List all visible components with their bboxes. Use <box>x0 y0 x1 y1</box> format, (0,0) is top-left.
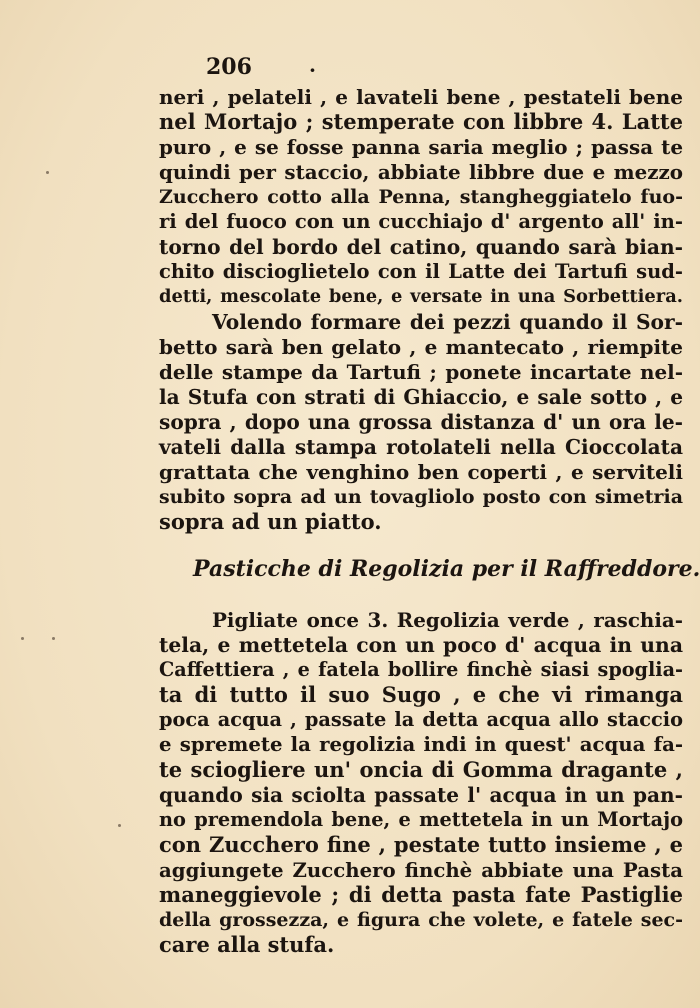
scan-speck <box>46 171 49 174</box>
text-line: betto sarà ben gelato , e mantecato , riempite <box>159 335 683 359</box>
text-line: chito discioglietelo con il Latte dei Tartufi sud- <box>159 260 683 283</box>
text-line: maneggievole ; di detta pasta fate Pastiglie <box>159 882 683 907</box>
text-line: della grossezza, e figura che volete, e fatele sec- <box>159 909 683 931</box>
text-line: Caffettiera , e fatela bollire finchè siasi spoglia- <box>159 658 683 681</box>
text-line: sopra ad un piatto. <box>159 509 382 534</box>
text-line: torno del bordo del catino, quando sarà bian- <box>159 235 683 259</box>
text-line-indented: Pigliate once 3. Regolizia verde , raschia- <box>212 608 683 632</box>
text-line: con Zucchero fine , pestate tutto insieme , e <box>159 832 683 857</box>
text-line: quindi per staccio, abbiate libbre due e mezzo <box>159 160 683 184</box>
page-number: 206 <box>206 54 252 80</box>
text-line: nel Mortajo ; stemperate con libbre 4. Latte <box>159 109 683 134</box>
text-line: no premendola bene, e mettetela in un Mortajo <box>159 808 683 831</box>
text-line: delle stampe da Tartufi ; ponete incartate nel- <box>159 360 683 384</box>
text-line: te sciogliere un' oncia di Gomma dragante , <box>159 757 683 782</box>
text-line: quando sia sciolta passate l' acqua in un pan- <box>159 783 683 807</box>
text-line: puro , e se fosse panna saria meglio ; passa te <box>159 135 683 159</box>
text-line-indented: Volendo formare dei pezzi quando il Sor- <box>212 310 683 334</box>
text-line: ta di tutto il suo Sugo , e che vi rimanga <box>159 682 683 707</box>
text-line: e spremete la regolizia indi in quest' acqua fa- <box>159 733 683 756</box>
scan-speck <box>52 637 55 640</box>
text-line: neri , pelateli , e lavateli bene , pestateli bene <box>159 85 683 109</box>
text-line: care alla stufa. <box>159 932 335 957</box>
text-line: ri del fuoco con un cucchiajo d' argento all' in- <box>159 210 683 233</box>
text-line: sopra , dopo una grossa distanza d' un ora le- <box>159 410 683 434</box>
text-line: tela, e mettetela con un poco d' acqua in una <box>159 633 683 657</box>
text-line: vateli dalla stampa rotolateli nella Cioccolata <box>159 435 683 459</box>
scan-speck <box>118 824 121 827</box>
page-number-mark: · <box>309 58 316 82</box>
recipe-heading: Pasticche di Regolizia per il Raffreddore. <box>193 556 700 582</box>
text-line: grattata che venghino ben coperti , e serviteli <box>159 460 683 484</box>
text-line: Zucchero cotto alla Penna, stangheggiatelo fuo- <box>159 186 683 208</box>
text-line: poca acqua , passate la detta acqua allo staccio <box>159 708 683 731</box>
scan-speck <box>21 637 24 640</box>
text-line: la Stufa con strati di Ghiaccio, e sale sotto , e <box>159 385 683 409</box>
text-line: aggiungete Zucchero finchè abbiate una Pasta <box>159 858 683 882</box>
text-line: subito sopra ad un tovagliolo posto con simetria <box>159 486 683 508</box>
text-line: detti, mescolate bene, e versate in una Sorbettiera. <box>159 286 683 307</box>
